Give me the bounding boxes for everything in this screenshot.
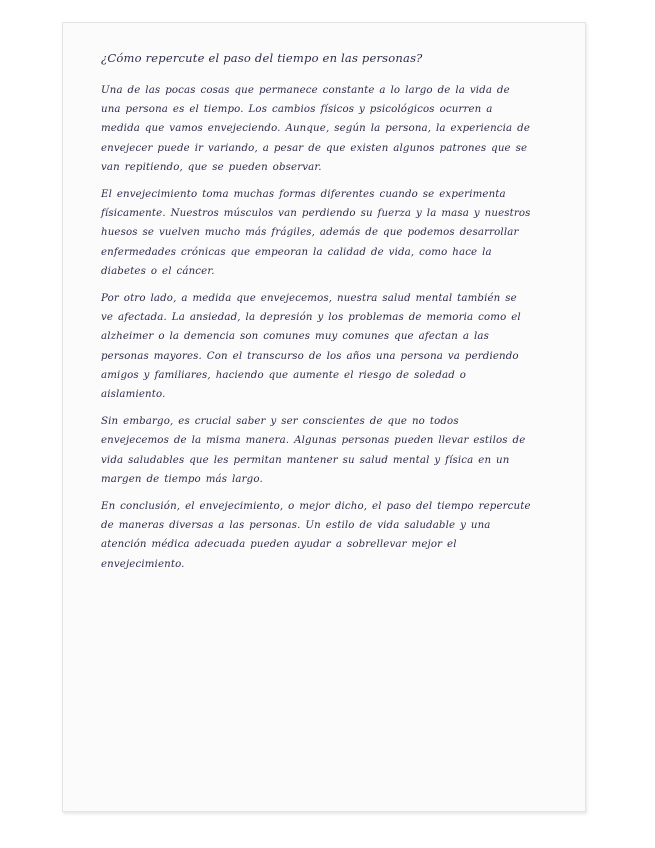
handwritten-essay: [101, 49, 531, 582]
paragraph-3: Por otro lado, a medida que envejecemos, nuestra salud mental también se ve afectada. La ansiedad, la depresión y los problemas de memoria como el alzheimer o la demencia son comunes muy comunes que afectan a las personas mayores. Con el transcurso de los años una persona va perdiendo amigos y familiares, haciendo que aumente el riesgo de soledad o aislamiento.: [101, 293, 521, 401]
paragraph-2: El envejecimiento toma muchas formas diferentes cuando se experimenta físicamente. Nuestros músculos van perdiendo su fuerza y la masa y nuestros huesos se vuelven mucho más frágiles, además de que podemos desarrollar enfermedades crónicas que empeoran la calidad de vida, como hace la diabetes o el cáncer.: [101, 189, 531, 277]
paragraph-5: En conclusión, el envejecimiento, o mejor dicho, el paso del tiempo repercute de maneras diversas a las personas. Un estilo de vida saludable y una atención médica adecuada pueden ayudar a sobrellevar mejor el envejecimiento.: [101, 501, 531, 570]
paragraph-1: Una de las pocas cosas que permanece constante a lo largo de la vida de una persona es el tiempo. Los cambios físicos y psicológicos ocurren a medida que vamos envejeciendo. Aunque, según la persona, la experiencia de envejecer puede ir variando, a pesar de que existen algunos patrones que se van repitiendo, que se pueden observar.: [101, 85, 531, 173]
paper-sheet: [62, 22, 586, 812]
essay-title: ¿Cómo repercute el paso del tiempo en las personas?: [101, 51, 423, 65]
paragraph-4: Sin embargo, es crucial saber y ser conscientes de que no todos envejecemos de la misma manera. Algunas personas pueden llevar estilos de vida saludables que les permitan mantener su salud mental y física en un margen de tiempo más largo.: [101, 416, 526, 485]
